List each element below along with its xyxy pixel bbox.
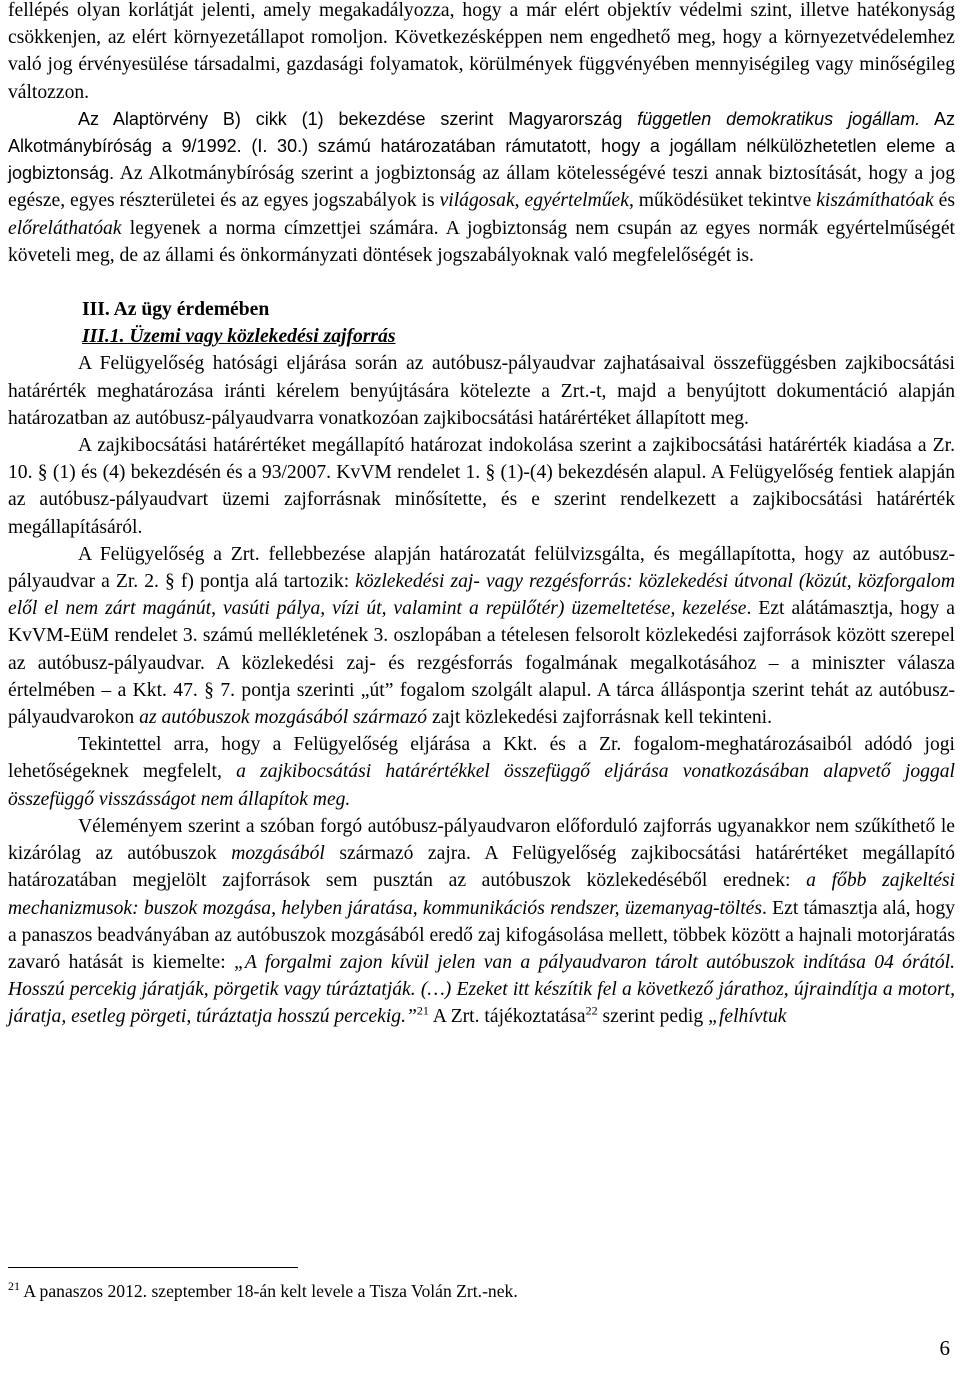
- footnote-text: A panaszos 2012. szeptember 18-án kelt levele a Tisza Volán Zrt.-nek.: [20, 1281, 518, 1301]
- text-run: . Ezt támasztja alá, hogy a panaszos beadványában az autóbuszok mozgásából eredő zaj kifogásolása mellett, többek között a hajnali motorjáratás zavaró hatását is kiemelte:: [8, 897, 955, 973]
- text-run: és: [933, 190, 956, 212]
- paragraph-6: [8, 731, 955, 813]
- paragraph-text: A zajkibocsátási határértéket megállapító határozat indokolása szerint a zajkibocsátási határérték kiadása a Zr. 10. § (1) és (4) bekezdésén és a 93/2007. KvVM rendelet 1. § (1)-(4) bekezdésén alapul. A Felügyelőség fentiek alapján az autóbusz-pályaudvart üzemi zajforrásnak minősítette, és e szerint rendelkezett a zajkibocsátási határérték megállapításáról.: [8, 435, 955, 538]
- text-run: , működésüket tekintve: [628, 190, 817, 212]
- italic-run: egyértelműek: [524, 190, 629, 212]
- text-run: A Zrt. tájékoztatása: [428, 1006, 586, 1028]
- paragraph-7: [8, 813, 955, 1031]
- italic-run: az autóbuszok mozgásából származó: [139, 707, 428, 729]
- text-run: Tekintettel arra, hogy a Felügyelőség eljárása a Kkt. és a Zr. fogalom-meghatározásaiból adódó jogi lehetőségeknek megfelelt,: [8, 734, 955, 783]
- paragraph-4: [8, 432, 955, 541]
- paragraph-2: [8, 106, 955, 269]
- footnote-divider: [8, 1267, 298, 1268]
- paragraph-3: [8, 350, 955, 432]
- italic-run: „felhívtuk: [708, 1006, 787, 1028]
- paragraph-text: A Felügyelőség hatósági eljárása során az autóbusz-pályaudvar zajhatásaival összefüggésben zajkibocsátási határérték meghatározása iránti kérelem benyújtására kötelezte a Zrt.-t, majd a benyújtott dokumentáció alapján határozatban az autóbusz-pályaudvarra vonatkozóan zajkibocsátási határértéket állapított meg.: [8, 353, 955, 429]
- text-run: Véleményem szerint a szóban forgó autóbusz-pályaudvaron előforduló zajforrás ugyanakkor nem szűkíthető le kizárólag az autóbuszok: [8, 815, 955, 865]
- italic-run: a főbb zajkeltési mechanizmusok: buszok mozgása, helyben járatása, kommunikációs rendszer, üzemanyag-töltés: [8, 870, 955, 919]
- italic-run: a zajkibocsátási határértékkel összefüggő eljárása vonatkozásában alapvető joggal összefüggő visszásságot nem állapítok meg.: [8, 761, 955, 810]
- subsection-heading-text: III.1. Üzemi vagy közlekedési zajforrás: [82, 326, 396, 348]
- subsection-heading: [8, 323, 955, 350]
- text-run: ,: [514, 190, 525, 212]
- footnote-ref[interactable]: 22: [585, 1003, 598, 1018]
- paragraph-5: [8, 541, 955, 731]
- text-run: . Ezt alátámasztja, hogy a KvVM-EüM rendelet 3. számú mellékletének 3. oszlopában a tételesen felsorolt közlekedési zajforrások között szerepel az autóbusz-pályaudvar. A közlekedési zaj- és rezgésforrás fogalmának megalkotásához – a miniszter válasza értelmében – a Kkt. 47. § 7. pontja szerinti „út” fogalom szolgált alapul. A tárca álláspontja szerint tehát az autóbusz-pályaudvarokon: [8, 598, 955, 729]
- footnote-number: 21: [8, 1279, 20, 1294]
- text-run: zajt közlekedési zajforrásnak kell tekinteni.: [427, 707, 773, 729]
- italic-run: világosak: [439, 190, 515, 212]
- paragraph-1: [8, 0, 955, 106]
- italic-run: független demokratikus jogállam.: [637, 108, 921, 129]
- text-run: Az Alkotmánybíróság szerint a jogbiztonság az állam kötelességévé teszi annak biztosítását, hogy a jog egésze, egyes részterületei és az egyes jogszabályok is: [8, 163, 955, 212]
- text-run: Az Alkotmánybíróság a 9/1992. (I. 30.) számú határozatában rámutatott, hogy a jogállam nélkülözhetetlen eleme a jogbiztonság.: [8, 108, 955, 184]
- footnote: [8, 1281, 518, 1302]
- paragraph-text: fellépés olyan korlátját jelenti, amely megakadályozza, hogy a már elért objektív védelmi szint, illetve hatékonyság csökkenjen, az elért környezetállapot romoljon. Következésképpen nem engedhető meg, hogy a környezetvédelemhez való jog érvényesülése társadalmi, gazdasági folyamatok, körülmények függvényében mennyiségileg vagy minőségileg változzon.: [8, 0, 955, 103]
- section-heading: III. Az ügy érdemében: [82, 299, 270, 321]
- body-text: [8, 0, 955, 1031]
- italic-run: „A forgalmi zajon kívül jelen van a pályaudvaron tárolt autóbuszok indítása 04 órától. Hosszú percekig járatják, pörgetik vagy túráztatják. (…) Ezeket itt készítik fel a következő járathoz, újraindítja a motort, járatja, esetleg pörgeti, túráztatja hosszú percekig.”: [8, 951, 955, 1028]
- text-run: Az Alaptörvény B) cikk (1) bekezdése szerint Magyarország: [78, 108, 638, 129]
- text-run: legyenek a norma címzettjei számára. A jogbiztonság nem csupán az egyes normák egyértelműségét követeli meg, de az állami és önkormányzati döntések jogszabályoknak való megfelelőségét is.: [8, 217, 955, 266]
- page-number: 6: [939, 1336, 950, 1360]
- italic-run: kiszámíthatóak: [816, 190, 934, 212]
- footnote-ref[interactable]: 21: [416, 1003, 429, 1018]
- italic-run: közlekedési zaj- vagy rezgésforrás: közlekedési útvonal (közút, közforgalom elől el nem zárt magánút, vasúti pálya, vízi út, valamint a repülőtér) üzemeltetése, kezelése: [8, 571, 956, 620]
- text-run: A Felügyelőség a Zrt. fellebbezése alapján határozatát felülvizsgálta, és megállapította, hogy az autóbusz-pályaudvar a Zr. 2. § f) pontja alá tartozik:: [8, 543, 955, 593]
- text-run: származó zajra. A Felügyelőség zajkibocsátási határértéket megállapító határozatában megjelölt zajforrások sem pusztán az autóbuszok közlekedéséből erednek:: [8, 843, 955, 892]
- italic-run: előreláthatóak: [8, 217, 122, 239]
- text-run: szerint pedig: [597, 1006, 709, 1028]
- italic-run: mozgásából: [231, 843, 325, 865]
